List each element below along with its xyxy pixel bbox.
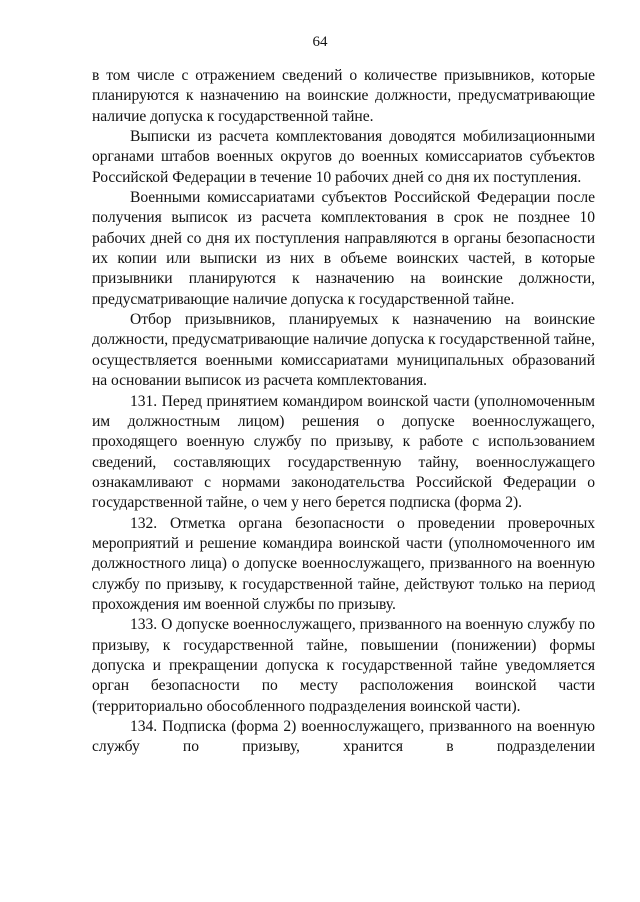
paragraph-134: 134. Подписка (форма 2) военнослужащего, призванного на военную службу по призыву, хранится в подразделении [92,718,595,756]
paragraph-extracts-delivery: Выписки из расчета комплектования доводятся мобилизационными органами штабов военных округов до военных комиссариатов субъектов Российской Федерации в течение 10 рабочих дней со дня их поступления. [92,128,595,186]
paragraph-131: 131. Перед принятием командиром воинской части (уполномоченным им должностным лицом) решения о допуске военнослужащего, проходящего военную службу по призыву, к работе с использованием сведений, составляющих государственную тайну, военнослужащего ознакамливают с нормами законодательства Российской Федерации о государственной тайне, о чем у него берется подписка (форма 2). [92,392,595,512]
paragraph-132: 132. Отметка органа безопасности о проведении проверочных мероприятий и решение командира воинской части (уполномоченного им должностного лица) о допуске военнослужащего, призванного на военную службу по призыву, к государственной тайне, действуют только на период прохождения им военной службы по призыву. [92,514,595,613]
document-body [92,66,595,758]
paragraph-commissariats: Военными комиссариатами субъектов Российской Федерации после получения выписок из расчета комплектования в срок не позднее 10 рабочих дней со дня их поступления направляются в органы безопасности их копии или выписки из них в объеме воинских частей, в которые призывники планируются к назначению на воинские должности, предусматривающие наличие допуска к государственной тайне. [92,189,595,308]
page-number: 64 [312,34,328,50]
paragraph-selection: Отбор призывников, планируемых к назначению на воинские должности, предусматривающие наличие допуска к государственной тайне, осуществляется военными комиссариатами муниципальных образований на основании выписок из расчета комплектования. [92,311,595,390]
paragraph-continuation: в том числе с отражением сведений о количестве призывников, которые планируются к назначению на воинские должности, предусматривающие наличие допуска к государственной тайне. [92,67,595,125]
paragraph-133: 133. О допуске военнослужащего, призванного на военную службу по призыву, к государственной тайне, повышении (понижении) формы допуска и прекращении допуска к государственной тайне уведомляется орган безопасности по месту расположения воинской части (территориально обособленного подразделения воинской части). [92,616,595,715]
